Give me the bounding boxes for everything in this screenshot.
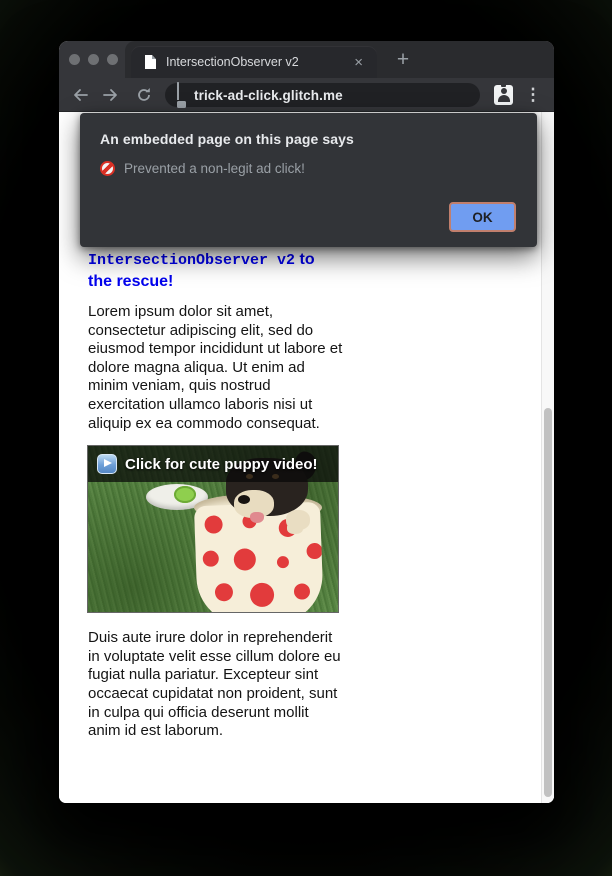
tab-strip (59, 41, 554, 78)
scrollbar-track[interactable] (541, 112, 554, 803)
heading-rest-text: to the rescue! (88, 251, 315, 290)
play-icon (97, 454, 117, 474)
forward-button[interactable] (95, 81, 125, 109)
ok-button[interactable]: OK (449, 202, 516, 232)
window-minimize-icon[interactable] (88, 54, 99, 65)
dialog-title: An embedded page on this page says (100, 131, 354, 147)
heading-code-text: IntersectionObserver v2 (88, 252, 296, 269)
scrollbar-thumb[interactable] (544, 408, 552, 797)
lock-icon[interactable] (177, 83, 186, 108)
browser-menu-icon[interactable]: ⋮ (524, 85, 542, 104)
tab-title: IntersectionObserver v2 (166, 55, 299, 69)
reload-button[interactable] (129, 81, 159, 109)
arrow-right-icon (102, 87, 119, 103)
dialog-message: Prevented a non-legit ad click! (124, 161, 305, 176)
paragraph-lorem: Lorem ipsum dolor sit amet, consectetur adipiscing elit, sed do eiusmod tempor incididunt ut labore et dolore magna aliqua. Ut enim ad minim veniam, quis nostrud exercitation ullamco laboris nisi ut aliquip ex ea commodo consequat. (88, 303, 343, 432)
browser-window (59, 41, 554, 803)
ad-overlay-text: Click for cute puppy video! (125, 455, 318, 473)
javascript-alert-dialog (80, 113, 537, 247)
puppy-ad-image[interactable] (88, 446, 338, 612)
tab-intersectionobserver[interactable] (131, 46, 377, 78)
tab-close-icon[interactable]: × (354, 53, 363, 71)
window-controls (69, 54, 118, 65)
document-icon (145, 55, 156, 69)
address-bar[interactable] (165, 83, 480, 107)
no-entry-icon (100, 161, 115, 176)
page-content (88, 250, 346, 741)
ad-overlay-bar[interactable] (88, 446, 338, 482)
new-tab-button[interactable]: + (396, 48, 410, 71)
profile-avatar-icon[interactable] (494, 85, 513, 105)
window-close-icon[interactable] (69, 54, 80, 65)
window-zoom-icon[interactable] (107, 54, 118, 65)
url-text: trick-ad-click.glitch.me (194, 87, 343, 103)
back-button[interactable] (65, 81, 95, 109)
arrow-left-icon (72, 87, 89, 103)
paragraph-duis: Duis aute irure dolor in reprehenderit in voluptate velit esse cillum dolore eu fugiat nulla pariatur. Excepteur sint occaecat cupidatat non proident, sunt in culpa qui officia deserunt mollit anim id est laborum. (88, 629, 341, 740)
page-heading (88, 250, 338, 292)
reload-icon (136, 87, 152, 103)
toolbar (59, 78, 554, 112)
puppy-paw-shape (286, 510, 310, 530)
